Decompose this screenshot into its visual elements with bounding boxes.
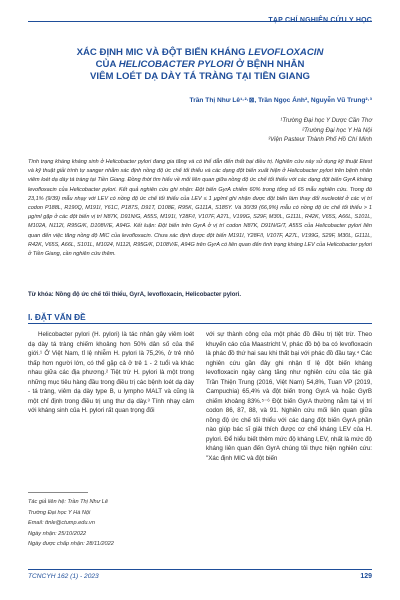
title-line-2-text: CỦA xyxy=(95,59,119,70)
journal-citation: TCNCYH 162 (1) - 2023 xyxy=(28,573,99,580)
footnote-accepted-date: Ngày được chấp nhận: 28/11/2022 xyxy=(28,541,114,547)
abstract: Tình trạng kháng kháng sinh ở Helicobacter pylori đang gia tăng và có thể dẫn đến thất bại điều trị. Nghiên cứu này sử dụng kỹ thuật Etest và kỹ thuật giải trình tự sanger nhằm xác định nồng độ ức chế tối thiểu và các dạng đột biến xuất hiện ở Helicobacter pylori trên bệnh nhân viêm loét dạ dày tá tràng tại Tiền Giang. Đồng thời tìm hiểu về mối liên quan giữa nồng độ ức chế tối thiểu với các dạng đột biến GyrA kháng levofloxacin của Helicobacter pylori. Kết quả nghiên cứu ghi nhận: Đột biến GyrA chiếm 60% trong tổng số 65 mẫu nghiên cứu. Trong đó 23,1% (9/39) mẫu nhạy với LEV có nồng độ ức chế tối thiểu của LEV ≤ 1 µg/ml ghi nhận được đột biến làm thay đổi nucleotid ở các vị trí codon P188L, R190Q, M191I, Y61C, P187S, D91T, D108E, R95K, G111A, S185Y. Và 30/39 (66,9%) mẫu có nồng độ ức chế tối thiểu > 1 µg/ml gặp ở các đột biến vị trí N87K, D91N/G, A55S, M191I, Y28F/I, V107F, A27L, V199G, S29F, M30L, G111L, R42K, V65S, A66L, S101L, M102A, N112I, R95G/K, D108V/E, A94G. Kết luận: Đột biến trên GyrA ở vị trí codon N87K, D91N/G/T, A55S của Helicobacter pylori liên quan đến việc tăng nồng độ MIC của levofloxacin. Chưa xác định được đột biến M191I, Y28F/I, V107F, A27L, V199G, S29F, M30L, G111L, R42K, V65S, A66L, S101L, M1024, N112I, R95G/K, D108V/E, A94G trên GyrA có liên quan đến tình trạng kháng LEV của Helicobacter pylori ở Tiền Giang, cần nghiên cứu thêm. xyxy=(28,159,372,258)
body-column-left xyxy=(28,330,194,416)
keywords: Từ khóa: Nồng độ ức chế tối thiểu, GyrA, levofloxacin, Helicobacter pylori. xyxy=(28,292,242,298)
affiliation-3: ³Viện Pasteur Thành Phố Hồ Chí Minh xyxy=(268,136,372,143)
title-line-1-text: XÁC ĐỊNH MIC VÀ ĐỘT BIẾN KHÁNG xyxy=(76,47,249,58)
article-title xyxy=(28,47,372,83)
body-paragraph-right: với sự thành công của một phác đồ điều trị tiệt trừ. Theo khuyến cáo của Maastricht V, phác đồ bộ ba có levofloxacin là phác đồ thứ hai sau khi thất bại với phác đồ đầu tay.⁴ Các nghiên cứu gần đây ghi nhận tỉ lệ đột biến kháng levofloxacin ngày càng tăng như nghiên cứu của tác giả Trần Thiện Trung (2016, Việt Nam) 54,8%, Tuan VP (2019, Campuchia) 65,4% và đột biến trong GyrA và hoặc GyrB chiếm khoảng 83%.⁵⁻⁶ Đột biến GyrA thường nằm tại vị trí codon 86, 87, 88, và 91. Nghiên cứu mối liên quan giữa nồng độ ức chế tối thiểu với các dạng đột biến GyrA phần nào giúp bác sĩ giải thích được cơ chế kháng LEV của H. pylori. Để hiểu biết thêm mức độ kháng LEV, nhất là mức độ kháng liên quan đến GyrA chúng tôi thực hiện nghiên cứu: "Xác định MIC và đột biến xyxy=(206,331,372,462)
footnotes xyxy=(28,497,194,550)
affiliations xyxy=(268,116,372,145)
footnote-email: Email: ttnle@ctump.edu.vn xyxy=(28,520,95,526)
footnote-institution: Trường Đại học Y Hà Nội xyxy=(28,509,91,516)
footnote-corresponding-author: Tác giả liên hệ: Trần Thị Như Lê xyxy=(28,499,108,505)
title-line-2-italic: HELICOBACTER PYLORI xyxy=(118,59,234,70)
running-header xyxy=(0,8,400,22)
section-rule xyxy=(28,323,372,324)
title-line-1-italic: LEVOFLOXACIN xyxy=(248,47,324,58)
footnote-rule xyxy=(28,492,88,493)
title-line-2 xyxy=(28,59,372,71)
affiliation-2: ²Trường Đại học Y Hà Nội xyxy=(302,126,372,134)
author-list: Trần Thị Như Lê¹·²·⊠, Trần Ngọc Ánh², Nguyễn Vũ Trung²·³ xyxy=(189,97,372,104)
footnote-received-date: Ngày nhận: 25/10/2022 xyxy=(28,530,87,537)
title-line-3: VIÊM LOÉT DẠ DÀY TÁ TRÀNG TẠI TIỀN GIANG xyxy=(90,71,310,82)
title-line-2-suffix: Ở BỆNH NHÂN xyxy=(233,59,305,70)
body-paragraph-left: Helicobacter pylori (H. pylori) là tác nhân gây viêm loét dạ dày tá tràng chiếm khoảng hơn 50% dân số của thế giới.¹ Ở Việt Nam, tỉ lệ nhiễm H. pylori là 75,2%, ở trẻ nhỏ thấp hơn người lớn, có thể gặp cả ở trẻ 1 - 2 tuổi và khác nhau giữa các địa phương.² Tiệt trừ H. pylori là một trong những mục tiêu hàng đầu trong điều trị các bệnh loét dạ dày - tá tràng, viêm dạ dày type B, u lympho MALT và cũng là một chỉ định trong điều trị ung thư dạ dày.³ Tính nhạy cảm với kháng sinh của H. pylori rất quan trọng đối xyxy=(28,331,194,414)
section-heading: I. ĐẶT VẤN ĐỀ xyxy=(28,312,86,322)
title-line-1 xyxy=(28,47,372,59)
affiliation-1: ¹Trường Đại học Y Dược Cần Thơ xyxy=(280,117,372,124)
header-rule xyxy=(28,21,372,22)
body-column-right xyxy=(206,330,372,463)
footer-rule xyxy=(28,569,372,570)
page-number: 129 xyxy=(360,573,372,580)
